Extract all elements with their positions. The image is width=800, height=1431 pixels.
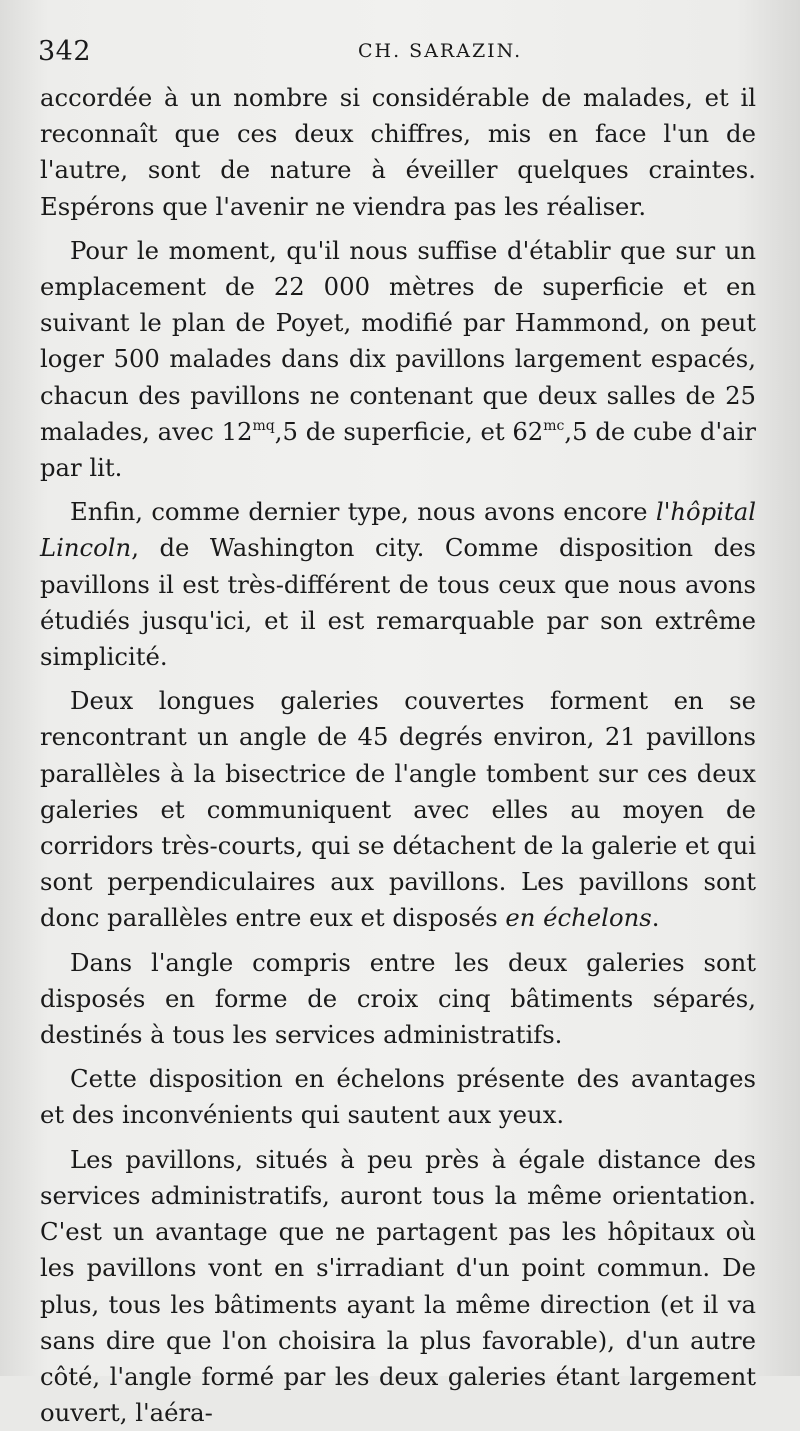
paragraph-2 (40, 233, 756, 486)
paragraph-4 (40, 683, 756, 936)
page-header (38, 36, 760, 72)
paragraph-1: accordée à un nombre si considérable de malades, et il reconnaît que ces deux chiffres, mis en face l'un de l'autre, sont de nature à éveiller quelques craintes. Espérons que l'avenir ne viendra pas les réaliser. (40, 83, 756, 221)
echelons-emphasis: en échelons (505, 903, 652, 933)
paragraph-2-text-b: ,5 de superficie, et 62 (274, 416, 544, 446)
running-head: CH. SARAZIN. (358, 40, 523, 62)
paragraph-4-text-a: Deux longues galeries couvertes forment en se rencontrant un angle de 45 degrés environ, 21 pavillons parallèles à la bisectrice de l'angle tombent sur ces deux galeries et communiquent avec elles au moyen de corridors très-courts, qui se détachent de la galerie et qui sont perpendiculaires aux pavillons. Les pavillons sont donc parallèles entre eux et disposés (40, 686, 756, 933)
body-text (40, 80, 756, 1431)
paragraph-3-text-a: Enfin, comme dernier type, nous avons encore (70, 497, 656, 527)
paragraph-3-text-b: , de Washington city. Comme disposition des pavillons il est très-différent de tous ceux que nous avons étudiés jusqu'ici, et il est remarquable par son extrême simplicité. (40, 533, 756, 672)
unit-cubic-meters: mc (543, 417, 565, 434)
page-number: 342 (38, 36, 92, 67)
hospital-name-emphasis: l'hôpital Lincoln (40, 497, 756, 563)
paragraph-3 (40, 494, 756, 675)
unit-square-meters: mq (252, 417, 275, 434)
paragraph-2-text-c: ,5 de cube d'air par lit. (40, 416, 757, 483)
paragraph-6: Cette disposition en échelons présente des avantages et des inconvénients qui sautent aux yeux. (40, 1064, 756, 1130)
paragraph-2-text-a: Pour le moment, qu'il nous suffise d'établir que sur un emplacement de 22 000 mètres de superficie et en suivant le plan de Poyet, modifié par Hammond, on peut loger 500 malades dans dix pavillons largement espacés, chacun des pavillons ne contenant que deux salles de 25 malades, avec 12 (40, 235, 756, 446)
paragraph-5: Dans l'angle compris entre les deux galeries sont disposés en forme de croix cinq bâtiments séparés, destinés à tous les services administratifs. (40, 947, 756, 1050)
paragraph-7: Les pavillons, situés à peu près à égale distance des services administratifs, auront tous la même orientation. C'est un avantage que ne partagent pas les hôpitaux où les pavillons vont en s'irradiant d'un point commun. De plus, tous les bâtiments ayant la même direction (et il va sans dire que l'on choisira la plus favorable), d'un autre côté, l'angle formé par les deux galeries étant largement ouvert, l'aéra- (40, 1144, 756, 1428)
paragraph-4-text-b: . (651, 903, 660, 933)
